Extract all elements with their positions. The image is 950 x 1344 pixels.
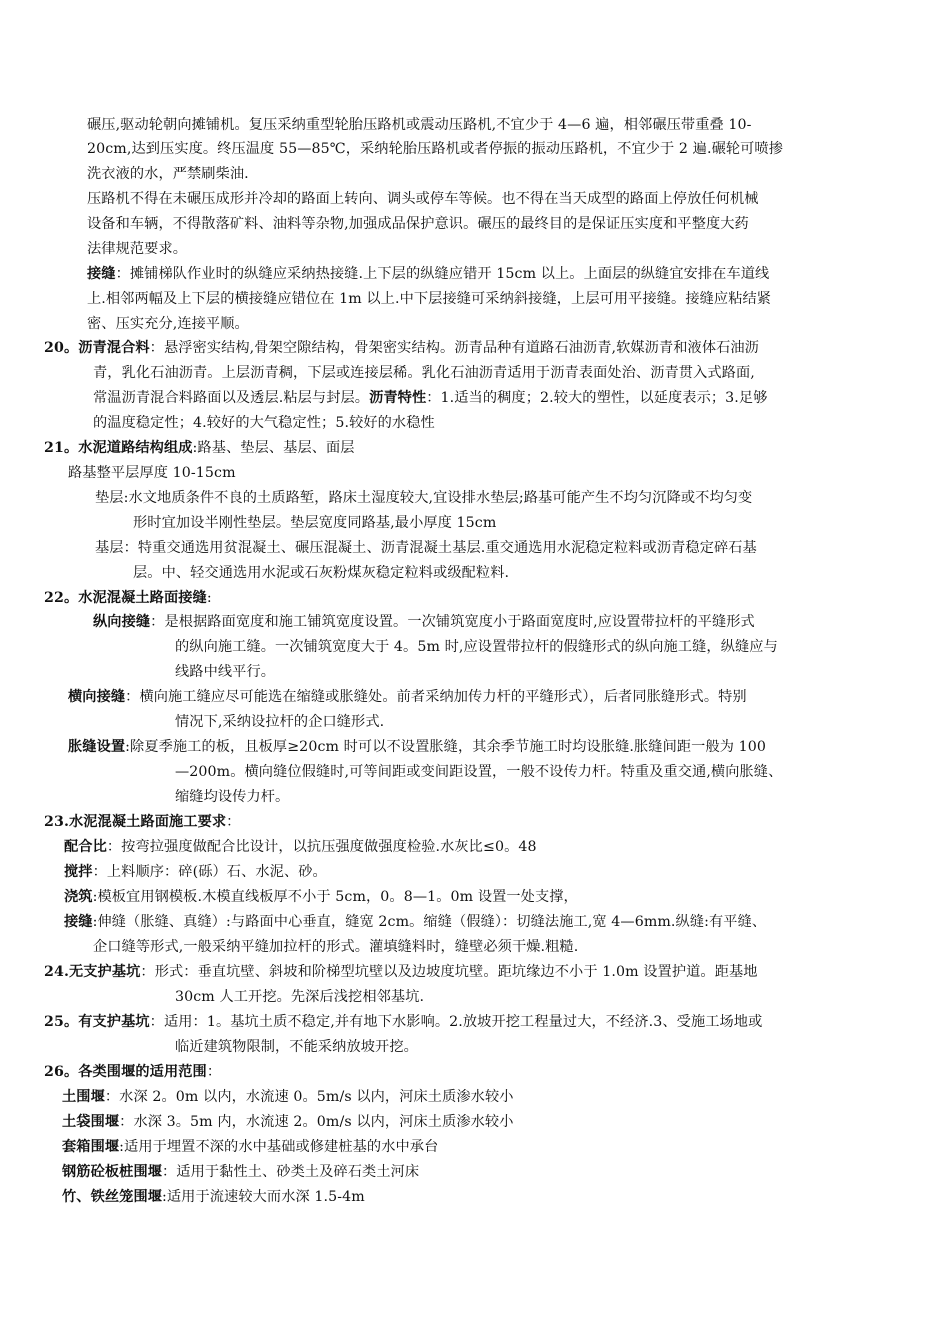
- text-segment: ：上料顺序：碎(砾）石、水泥、砂。: [92, 864, 327, 880]
- text-line: [87, 187, 759, 211]
- text-segment: 青，乳化石油沥青。上层沥青稠，下层或连接层稀。乳化石油沥青适用于沥青表面处治、沥青贯入式路面,: [93, 365, 755, 381]
- text-segment: 20cm,达到压实度。终压温度 55—85℃，采纳轮胎压路机或者停振的振动压路机，不宜少于 2 遍.碾轮可喷掺: [87, 141, 784, 157]
- bold-term: 25。有支护基坑: [44, 1014, 150, 1030]
- bold-term: 竹、铁丝笼围堰: [62, 1189, 163, 1205]
- text-segment: ：悬浮密实结构,骨架空隙结构，骨架密实结构。沥青品种有道路石油沥青,软媒沥青和液体石油沥: [149, 340, 759, 356]
- text-line: [87, 262, 769, 286]
- text-line: [64, 835, 537, 859]
- text-line: [44, 436, 355, 460]
- text-line: [175, 985, 424, 1009]
- bold-term: 胀缝设置: [68, 739, 126, 755]
- text-segment: ：1.适当的稠度；2.较大的塑性，以延度表示；3.足够: [426, 390, 768, 406]
- text-line: [175, 710, 384, 734]
- text-line: [175, 760, 782, 784]
- text-segment: ：适用：1。基坑土质不稳定,并有地下水影响。2.放坡开挖工程量过大，不经济.3、受施工场地或: [149, 1014, 763, 1030]
- text-line: [133, 561, 509, 585]
- text-segment: :适用于埋置不深的水中基础或修建桩基的水中承台: [119, 1139, 439, 1155]
- text-line: [87, 113, 752, 137]
- text-segment: 的纵向施工缝。一次铺筑宽度大于 4。5m 时,应设置带拉杆的假缝形式的纵向施工缝，纵缝应与: [175, 639, 778, 655]
- text-segment: :: [206, 590, 212, 606]
- text-segment: ：水深 3。5m 内，水流速 2。0m/s 以内，河床土质渗水较小: [119, 1114, 514, 1130]
- bold-term: 22。水泥混凝土路面接缝: [44, 590, 207, 606]
- text-segment: —200m。横向缝位假缝时,可等间距或变间距设置，一般不设传力杆。特重及重交通,横向胀缝、: [175, 764, 783, 780]
- text-line: [87, 137, 783, 161]
- text-segment: :模板宜用钢模板.木模直线板厚不小于 5cm，0。8—1。0m 设置一处支撑，: [92, 889, 578, 905]
- text-segment: ：形式：垂直坑壁、斜坡和阶梯型坑壁以及边坡度坑壁。距坑缘边不小于 1.0m 设置护道。距基地: [140, 964, 758, 980]
- text-line: [87, 212, 749, 236]
- text-line: [93, 386, 767, 410]
- bold-term: 搅拌: [64, 864, 93, 880]
- text-segment: 企口缝等形式,一般采纳平缝加拉杆的形式。灌填缝料时，缝壁必须干燥.粗糙.: [93, 939, 579, 955]
- text-line: [44, 1010, 762, 1034]
- text-line: [175, 1035, 418, 1059]
- text-line: [62, 1085, 514, 1109]
- text-line: [93, 411, 435, 435]
- text-line: [44, 586, 212, 610]
- text-segment: 垫层:水文地质条件不良的土质路堑，路床土湿度较大,宜设排水垫层;路基可能产生不均匀沉降或不均匀变: [95, 490, 753, 506]
- text-line: [44, 960, 758, 984]
- text-segment: 的温度稳定性；4.较好的大气稳定性；5.较好的水稳性: [93, 415, 435, 431]
- text-segment: 临近建筑物限制，不能采纳放坡开挖。: [175, 1039, 418, 1055]
- text-segment: 情况下,采纳设拉杆的企口缝形式.: [175, 714, 385, 730]
- text-segment: ：摊铺梯队作业时的纵缝应采纳热接缝.上下层的纵缝应错开 15cm 以上。上面层的纵缝宜安排在车道线: [115, 266, 770, 282]
- text-segment: ：适用于黏性土、砂类土及碎石类土河床: [162, 1164, 420, 1180]
- text-segment: 密、压实充分,连接平顺。: [87, 316, 249, 332]
- bold-term: 横向接缝: [68, 689, 126, 705]
- text-segment: 30cm 人工开挖。先深后浅挖相邻基坑.: [175, 989, 425, 1005]
- bold-term: 23.水泥混凝土路面施工要求: [44, 814, 227, 830]
- bold-term: 26。各类围堰的适用范围: [44, 1064, 207, 1080]
- text-segment: 路基整平层厚度 10-15cm: [68, 465, 236, 481]
- text-line: [87, 287, 771, 311]
- text-segment: ：: [226, 814, 241, 830]
- text-line: [64, 885, 578, 909]
- text-line: [93, 935, 578, 959]
- text-line: [175, 785, 289, 809]
- text-segment: 法律规范要求。: [87, 241, 188, 257]
- text-line: [175, 660, 275, 684]
- bold-term: 21。水泥道路结构组成: [44, 440, 193, 456]
- bold-term: 浇筑: [64, 889, 93, 905]
- text-segment: :路基、垫层、基层、面层: [192, 440, 355, 456]
- text-line: [62, 1185, 365, 1209]
- bold-term: 配合比: [64, 839, 107, 855]
- text-segment: 缩缝均设传力杆。: [175, 789, 290, 805]
- bold-term: 钢筋砼板桩围堰: [62, 1164, 163, 1180]
- text-line: [93, 610, 755, 634]
- text-line: [44, 810, 240, 834]
- text-line: [87, 237, 187, 261]
- text-segment: 常温沥青混合料路面以及透层.粘层与封层。: [93, 390, 370, 406]
- text-line: [95, 486, 752, 510]
- text-segment: :伸缝（胀缝、真缝）:与路面中心垂直，缝宽 2cm。缩缝（假缝）：切缝法施工,宽 4—6mm.纵缝:有平缝、: [92, 914, 767, 930]
- text-segment: ：水深 2。0m 以内，水流速 0。5m/s 以内，河床土质渗水较小: [104, 1089, 514, 1105]
- bold-term: 接缝: [64, 914, 93, 930]
- text-line: [44, 336, 759, 360]
- text-line: [68, 461, 236, 485]
- bold-term: 纵向接缝: [93, 614, 151, 630]
- text-segment: 层。中、轻交通选用水泥或石灰粉煤灰稳定粒料或级配粒料.: [133, 565, 510, 581]
- text-segment: 形时宜加设半刚性垫层。垫层宽度同路基,最小厚度 15cm: [133, 515, 497, 531]
- text-line: [87, 312, 249, 336]
- text-segment: 碾压,驱动轮朝向摊铺机。复压采纳重型轮胎压路机或震动压路机,不宜少于 4—6 遍，相邻碾压带重叠 10-: [87, 117, 752, 133]
- text-line: [95, 536, 757, 560]
- text-segment: ：按弯拉强度做配合比设计，以抗压强度做强度检验.水灰比≤0。48: [106, 839, 537, 855]
- text-segment: 基层：特重交通选用贫混凝土、碾压混凝土、沥青混凝土基层.重交通选用水泥稳定粒料或沥青稳定碎石基: [95, 540, 757, 556]
- text-line: [133, 511, 496, 535]
- text-line: [175, 635, 778, 659]
- bold-term: 接缝: [87, 266, 116, 282]
- text-segment: ：: [206, 1064, 222, 1080]
- text-segment: 洗衣液的水，严禁刷柴油.: [87, 166, 249, 182]
- text-line: [62, 1135, 438, 1159]
- text-segment: :适用于流速较大而水深 1.5-4m: [162, 1189, 365, 1205]
- text-segment: 压路机不得在未碾压成形并冷却的路面上转向、调头或停车等候。也不得在当天成型的路面上停放任何机械: [87, 191, 759, 207]
- text-line: [68, 735, 766, 759]
- text-segment: ：是根据路面宽度和施工铺筑宽度设置。一次铺筑宽度小于路面宽度时,应设置带拉杆的平缝形式: [150, 614, 755, 630]
- text-segment: :除夏季施工的板，且板厚≥20cm 时可以不设置胀缝，其余季节施工时均设胀缝.胀缝间距一般为 100: [125, 739, 767, 755]
- text-line: [64, 910, 766, 934]
- text-segment: 上.相邻两幅及上下层的横接缝应错位在 1m 以上.中下层接缝可采纳斜接缝，上层可用平接缝。接缝应粘结紧: [87, 291, 772, 307]
- text-segment: 设备和车辆，不得散落矿料、油料等杂物,加强成品保护意识。碾压的最终目的是保证压实度和平整度大药: [87, 216, 749, 232]
- bold-term: 24.无支护基坑: [44, 964, 141, 980]
- text-line: [62, 1110, 514, 1134]
- bold-term: 土围堰: [62, 1089, 105, 1105]
- text-line: [64, 860, 327, 884]
- bold-term: 20。沥青混合料: [44, 340, 150, 356]
- text-line: [44, 1060, 221, 1084]
- bold-term: 沥青特性: [369, 390, 427, 406]
- bold-term: 套箱围堰: [62, 1139, 120, 1155]
- text-line: [93, 361, 755, 385]
- text-segment: 线路中线平行。: [175, 664, 276, 680]
- bold-term: 土袋围堰: [62, 1114, 120, 1130]
- text-line: [62, 1160, 419, 1184]
- text-line: [87, 162, 249, 186]
- text-segment: ：横向施工缝应尽可能选在缩缝或胀缝处。前者采纳加传力杆的平缝形式），后者同胀缝形式。特别: [125, 689, 747, 705]
- text-line: [68, 685, 747, 709]
